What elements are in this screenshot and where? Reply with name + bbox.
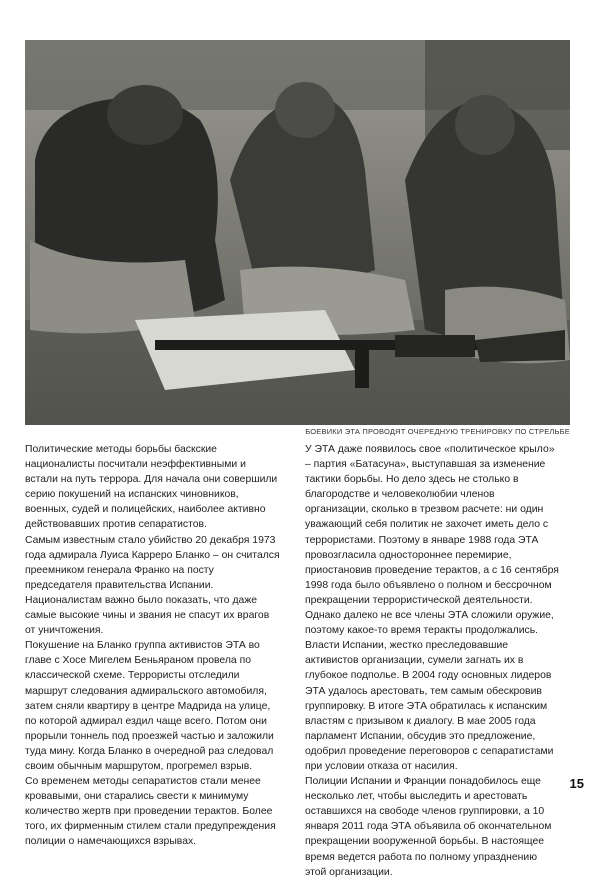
paragraph: Самым известным стало убийство 20 декабря 1973 года адмирала Луиса Карреро Бланко – он считался преемником генерала Франко на посту председателя правительства Испании. Националистам важно было показать, что даже самые высокие чины и звания не спасут их врагов от уничтожения.: [25, 534, 280, 637]
paragraph: Политические методы борьбы баскские националисты посчитали неэффективными и встали на путь террора. Для начала они совершили серию покушений на испанских чиновников, военных, судей и полицейских, наиболее активно действовавших против сепаратистов.: [25, 444, 278, 531]
paragraph: Покушение на Бланко группа активистов ЭТА во главе с Хосе Мигелем Беньяраном провела по классической схеме. Террористы отследили маршрут следования адмиральского автомобиля, затем сняли квартиру в центре Мадрида на улице, по которой адмирал ездил чаще всего. Потом они прорыли тоннель под проезжей частью и заложили туда мину. Когда Бланко в очередной раз следовал своим обычным маршрутом, прогремел взрыв.: [25, 640, 274, 772]
paragraph: Власти Испании, жестко преследовавшие активистов организации, сумели загнать их в глубокое подполье. В 2004 году основных лидеров ЭТА удалось арестовать, тем самым обескровив группировку. В итоге ЭТА обратилась к испанским властям с призывом к диалогу. В мае 2005 года парламент Испании, обсудив это предложение, одобрил проведение переговоров с сепаратистами при условии отказа от насилия.: [305, 640, 554, 772]
paragraph: Со временем методы сепаратистов стали менее кровавыми, они старались свести к минимуму количество жертв при проведении терактов. Более того, их фирменным стилем стали предупреждения полиции о намечающихся взрывах.: [25, 776, 276, 848]
left-column: [25, 442, 280, 850]
right-column: [305, 442, 560, 880]
photo: [25, 40, 570, 425]
photo-caption: БОЕВИКИ ЭТА ПРОВОДЯТ ОЧЕРЕДНУЮ ТРЕНИРОВКУ ПО СТРЕЛЬБЕ: [305, 427, 570, 436]
page-number: 15: [569, 776, 584, 791]
paragraph: Полиции Испании и Франции понадобилось еще несколько лет, чтобы выследить и арестовать оставшихся на свободе членов группировки, а 10 января 2011 года ЭТА объявила об окончательном прекращении вооруженной борьбы. В настоящее время ведется работа по полному упразднению этой организации.: [305, 776, 552, 878]
photo-image: [25, 40, 570, 425]
paragraph: У ЭТА даже появилось свое «политическое крыло» – партия «Батасуна», выступавшая за изменение тактики борьбы. Но дело здесь не столько в благородстве и человеколюбии членов организации, сколько в трезвом расчете: ни один уважающий себя политик не захочет иметь дело с террористами. Поэтому в январе 1988 года ЭТА провозгласила одностороннее перемирие, приостановив проведение терактов, а с 16 сентября 1998 года было объявлено о полном и бессрочном прекращении террористической деятельности. Однако далеко не все члены ЭТА сложили оружие, поэтому какое-то время теракты продолжались.: [305, 444, 559, 637]
